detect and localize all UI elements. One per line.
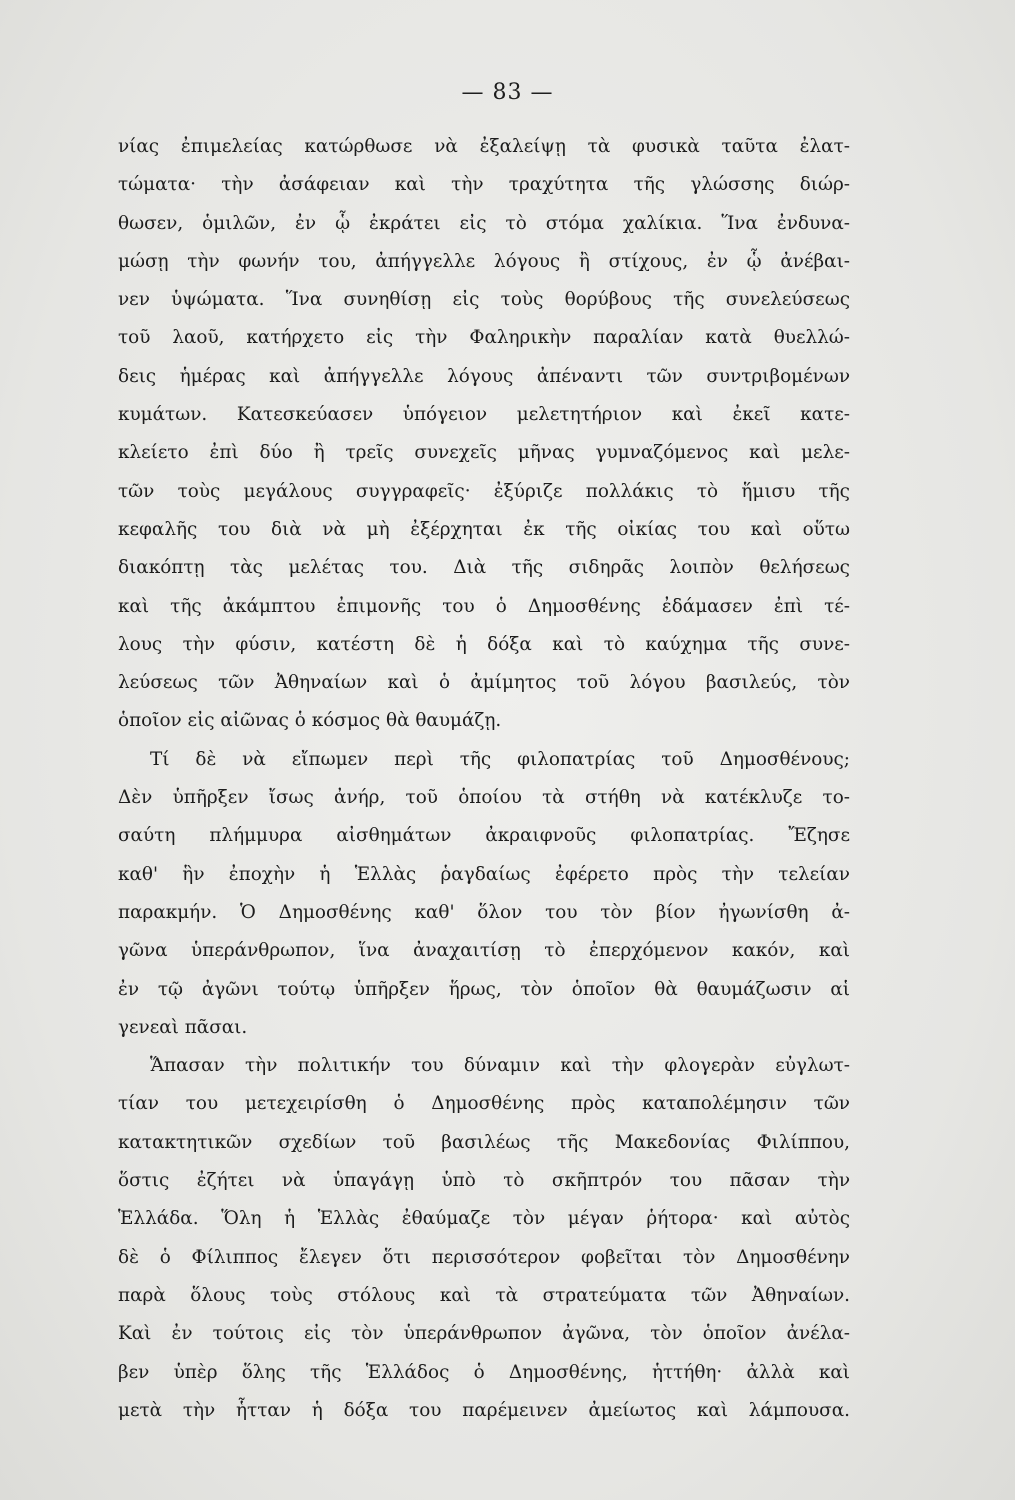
text-line: σαύτη πλήμμυρα αἰσθημάτων ἀκραιφνοῦς φιλοπατρίας. Ἔζησε — [118, 825, 850, 847]
text-line: νίας ἐπιμελείας κατώρθωσε νὰ ἐξαλείψῃ τὰ φυσικὰ ταῦτα ἐλατ- — [118, 136, 850, 157]
text-line: μώσῃ τὴν φωνήν του, ἀπήγγελλε λόγους ἢ στίχους, ἐν ᾧ ἀνέβαι- — [118, 250, 850, 272]
text-line: βεν ὑπὲρ ὅλης τῆς Ἑλλάδος ὁ Δημοσθένης, ἡττήθη· ἀλλὰ καὶ — [118, 1361, 850, 1383]
text-line: παρὰ ὅλους τοὺς στόλους καὶ τὰ στρατεύματα τῶν Ἀθηναίων. — [118, 1284, 850, 1306]
text-line: γῶνα ὑπεράνθρωπον, ἵνα ἀναχαιτίσῃ τὸ ἐπερχόμενον κακόν, καὶ — [118, 940, 850, 962]
text-line: τώματα· τὴν ἀσάφειαν καὶ τὴν τραχύτητα τῆς γλώσσης διώρ- — [118, 174, 850, 196]
text-line: κεφαλῆς του διὰ νὰ μὴ ἐξέρχηται ἐκ τῆς οἰκίας του καὶ οὕτω — [118, 518, 850, 540]
text-line: Ἑλλάδα. Ὅλη ἡ Ἑλλὰς ἐθαύμαζε τὸν μέγαν ῥήτορα· καὶ αὐτὸς — [118, 1208, 850, 1230]
paragraph-2 — [118, 741, 850, 1047]
paragraph-3 — [118, 1047, 850, 1430]
text-line: ὁποῖον εἰς αἰῶνας ὁ κόσμος θὰ θαυμάζῃ. — [118, 710, 502, 732]
text-line: λους τὴν φύσιν, κατέστη δὲ ἡ δόξα καὶ τὸ καύχημα τῆς συνε- — [118, 633, 850, 655]
paragraph-1 — [118, 128, 850, 741]
text-line: μετὰ τὴν ἧτταν ἡ δόξα του παρέμεινεν ἀμείωτος καὶ λάμπουσα. — [118, 1399, 850, 1421]
text-line: καθ' ἣν ἐποχὴν ἡ Ἑλλὰς ῥαγδαίως ἐφέρετο πρὸς τὴν τελείαν — [118, 863, 850, 885]
text-line: ὅστις ἐζήτει νὰ ὑπαγάγῃ ὑπὸ τὸ σκῆπτρόν του πᾶσαν τὴν — [118, 1170, 850, 1192]
text-line: γενεαὶ πᾶσαι. — [118, 1016, 248, 1038]
text-line: νεν ὑψώματα. Ἵνα συνηθίσῃ εἰς τοὺς θορύβους τῆς συνελεύσεως — [118, 289, 850, 311]
page-number: — 83 — — [461, 80, 554, 105]
text-line: διακόπτῃ τὰς μελέτας του. Διὰ τῆς σιδηρᾶς λοιπὸν θελήσεως — [118, 557, 850, 579]
text-line: δεις ἡμέρας καὶ ἀπήγγελλε λόγους ἀπέναντι τῶν συντριβομένων — [118, 365, 850, 387]
text-line: κυμάτων. Κατεσκεύασεν ὑπόγειον μελετητήριον καὶ ἐκεῖ κατε- — [118, 404, 850, 426]
text-line: τοῦ λαοῦ, κατήρχετο εἰς τὴν Φαληρικὴν παραλίαν κατὰ θυελλώ- — [118, 327, 850, 349]
text-line: ἐν τῷ ἀγῶνι τούτῳ ὑπῆρξεν ἥρως, τὸν ὁποῖον θὰ θαυμάζωσιν αἱ — [118, 978, 850, 1000]
text-line: καὶ τῆς ἀκάμπτου ἐπιμονῆς του ὁ Δημοσθένης ἐδάμασεν ἐπὶ τέ- — [118, 595, 850, 617]
text-line: Ἅπασαν τὴν πολιτικήν του δύναμιν καὶ τὴν φλογερὰν εὐγλωτ- — [150, 1055, 850, 1077]
text-line: κατακτητικῶν σχεδίων τοῦ βασιλέως τῆς Μακεδονίας Φιλίππου, — [118, 1131, 850, 1153]
text-line: θωσεν, ὁμιλῶν, ἐν ᾧ ἐκράτει εἰς τὸ στόμα χαλίκια. Ἵνα ἐνδυνα- — [118, 212, 850, 234]
text-line: παρακμήν. Ὁ Δημοσθένης καθ' ὅλον του τὸν βίον ἠγωνίσθη ἀ- — [118, 901, 850, 923]
body-text — [118, 128, 850, 1430]
text-line: Καὶ ἐν τούτοις εἰς τὸν ὑπεράνθρωπον ἀγῶνα, τὸν ὁποῖον ἀνέλα- — [118, 1323, 850, 1345]
text-line: λεύσεως τῶν Ἀθηναίων καὶ ὁ ἀμίμητος τοῦ λόγου βασιλεύς, τὸν — [118, 672, 850, 694]
text-line: κλείετο ἐπὶ δύο ἢ τρεῖς συνεχεῖς μῆνας γυμναζόμενος καὶ μελε- — [118, 442, 850, 464]
text-line: δὲ ὁ Φίλιππος ἔλεγεν ὅτι περισσότερον φοβεῖται τὸν Δημοσθένην — [118, 1246, 850, 1268]
text-line: τῶν τοὺς μεγάλους συγγραφεῖς· ἐξύριζε πολλάκις τὸ ἥμισυ τῆς — [118, 480, 850, 502]
text-line: Τί δὲ νὰ εἴπωμεν περὶ τῆς φιλοπατρίας τοῦ Δημοσθένους; — [150, 748, 850, 770]
text-line: Δὲν ὑπῆρξεν ἴσως ἀνήρ, τοῦ ὁποίου τὰ στήθη νὰ κατέκλυζε το- — [118, 787, 850, 809]
text-line: τίαν του μετεχειρίσθη ὁ Δημοσθένης πρὸς καταπολέμησιν τῶν — [118, 1093, 850, 1115]
